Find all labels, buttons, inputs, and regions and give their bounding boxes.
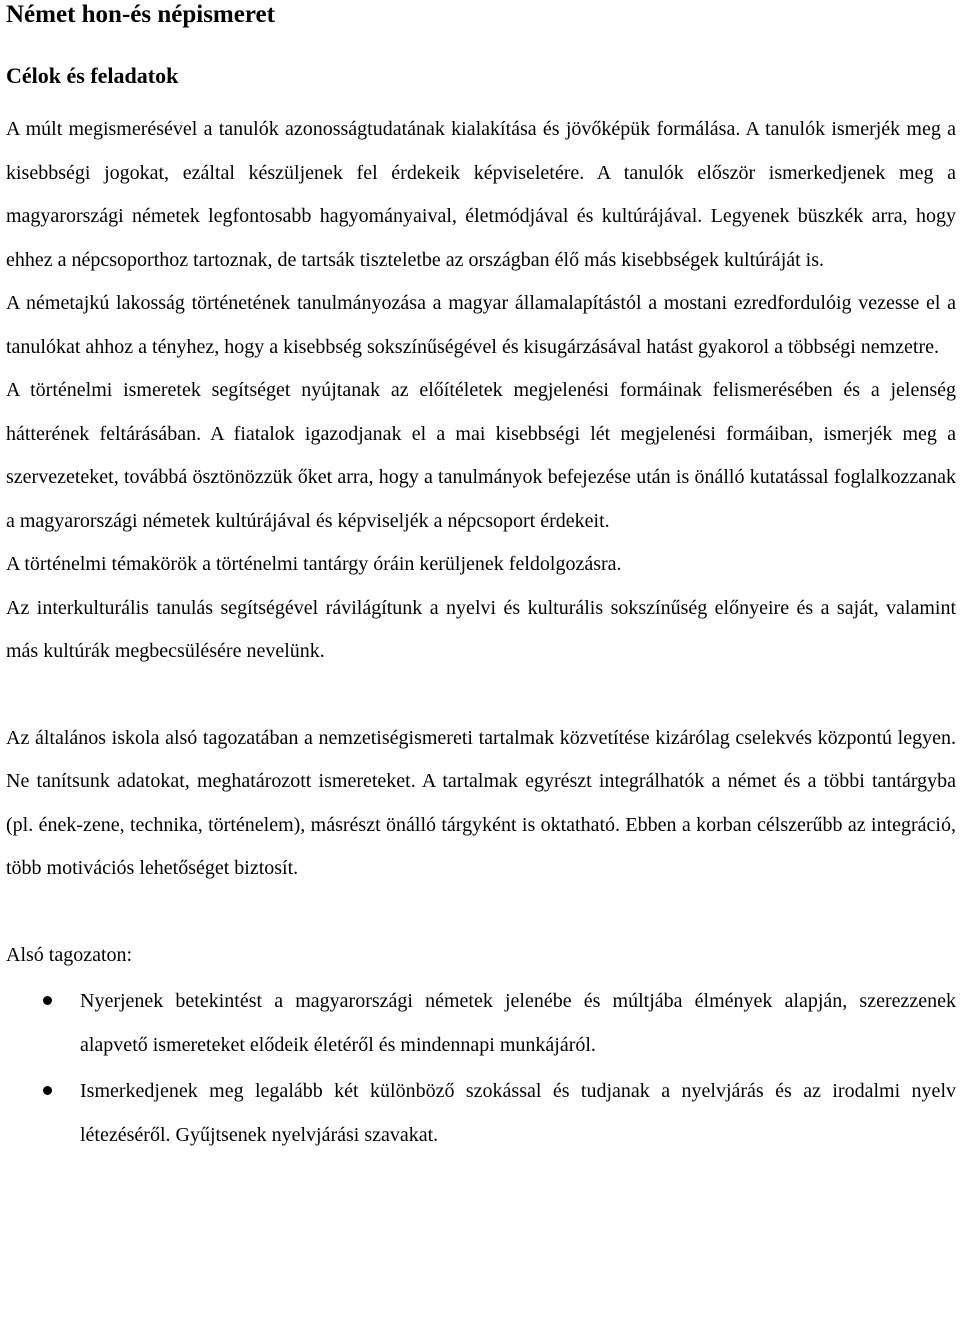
list-item-text: Nyerjenek betekintést a magyarországi németek jelenébe és múltjába élmények alapján, szerezzenek alapvető ismereteket elődeik életéről és mindennapi munkájáról.: [80, 990, 956, 1056]
paragraph-lower-school: Az általános iskola alsó tagozatában a nemzetiségismereti tartalmak közvetítése kizárólag cselekvés központú legyen. Ne tanítsunk adatokat, meghatározott ismereteket. A tartalmak egyrészt integrálhatók a német és a többi tantárgyba (pl. ének-zene, technika, történelem), másrészt önálló tárgyként is oktatható. Ebben a korban célszerűbb az integráció, több motivációs lehetőséget biztosít.: [6, 726, 956, 879]
list-item: [6, 1069, 956, 1157]
section-heading: Célok és feladatok: [6, 63, 179, 88]
list-item-text: Ismerkedjenek meg legalább két különböző szokással és tudjanak a nyelvjárás és az irodalmi nyelv létezéséről. Gyűjtsenek nyelvjárási szavakat.: [80, 1080, 956, 1146]
paragraph-prejudice: A történelmi ismeretek segítséget nyújtanak az előítéletek megjelenési formáinak felismerésében és a jelenség hátterének feltárásában. A fiatalok igazodjanak el a mai kisebbségi lét megjelenési formáiban, ismerjék meg a szervezeteket, továbbá ösztönözzük őket arra, hogy a tanulmányok befejezése után is önálló kutatással foglalkozzanak a magyarországi németek kultúrájával és képviseljék a népcsoport érdekeit.: [6, 379, 956, 532]
page-title: Német hon-és népismeret: [6, 1, 275, 28]
bullet-icon: [43, 996, 52, 1005]
list-item: [6, 979, 956, 1067]
paragraph-intercultural: Az interkulturális tanulás segítségével rávilágítunk a nyelvi és kulturális sokszínűség előnyeire és a saját, valamint más kultúrák megbecsülésére nevelünk.: [6, 596, 956, 662]
bullet-list: [6, 979, 956, 1157]
lower-school-label: Alsó tagozaton:: [6, 943, 133, 966]
bullet-icon: [43, 1086, 52, 1095]
paragraph-history-topics: A történelmi témakörök a történelmi tantárgy óráin kerüljenek feldolgozásra.: [6, 553, 622, 575]
paragraph-goals: A múlt megismerésével a tanulók azonosságtudatának kialakítása és jövőképük formálása. A tanulók ismerjék meg a kisebbségi jogokat, ezáltal készüljenek fel érdekeik képviseletére. A tanulók először ismerkedjenek meg a magyarországi németek legfontosabb hagyományaival, életmódjával és kultúrájával. Legyenek büszkék arra, hogy ehhez a népcsoporthoz tartoznak, de tartsák tiszteletbe az országban élő más kisebbségek kultúráját is.: [6, 118, 956, 271]
paragraph-history: A németajkú lakosság történetének tanulmányozása a magyar államalapítástól a mostani ezredfordulóig vezesse el a tanulókat ahhoz a tényhez, hogy a kisebbség sokszínűségével és kisugárzásával hatást gyakorol a többségi nemzetre.: [6, 292, 956, 358]
